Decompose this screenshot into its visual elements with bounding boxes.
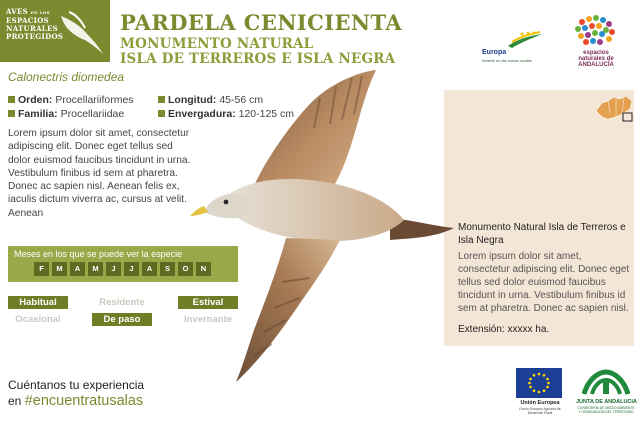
month-chip: N bbox=[196, 262, 211, 276]
status-estival: Estival bbox=[178, 296, 238, 309]
status-ocasional: Ocasional bbox=[15, 314, 61, 325]
junta-sub: CONSEJERÍA DE MEDIO AMBIENTE Y ORDENACIÓN DEL TERRITORIO bbox=[577, 406, 635, 414]
site-info-panel bbox=[444, 90, 634, 346]
months-strip bbox=[8, 246, 238, 282]
andalucia-map-icon bbox=[594, 93, 634, 123]
status-invernante: Invernante bbox=[183, 314, 233, 325]
page-title: PARDELA CENICIENTA bbox=[120, 10, 403, 35]
fact-familia: Familia: Procellariidae bbox=[8, 108, 124, 120]
junta-andalucia-logo bbox=[576, 366, 636, 420]
month-chip: O bbox=[178, 262, 193, 276]
month-chip: F bbox=[34, 262, 49, 276]
fact-longitud: Longitud: 45-56 cm bbox=[158, 94, 263, 106]
site-title: Monumento Natural Isla de Terreros e Isla Negra bbox=[458, 222, 626, 246]
shearwater-illustration bbox=[190, 68, 460, 384]
eu-sub: Fondo Europeo Agrícola de Desarrollo Rural bbox=[519, 407, 561, 415]
bullet-square-icon bbox=[8, 96, 15, 103]
europa-rural-logo bbox=[478, 30, 546, 66]
cta-prefix: en bbox=[8, 394, 25, 408]
month-chip: A bbox=[70, 262, 85, 276]
bird-silhouette-icon bbox=[57, 4, 107, 58]
espacios-dots-icon bbox=[562, 12, 628, 50]
eu-logo bbox=[514, 368, 564, 415]
experience-cta bbox=[8, 377, 144, 409]
badge-text: AVES EN LOS ESPACIOS NATURALES PROTEGIDOS bbox=[6, 7, 64, 41]
site-extension: Extensión: xxxxx ha. bbox=[458, 324, 550, 335]
month-chip: S bbox=[160, 262, 175, 276]
month-chip: M bbox=[52, 262, 67, 276]
junta-label: JUNTA DE ANDALUCIA bbox=[576, 399, 637, 405]
espacios-naturales-logo bbox=[562, 12, 628, 68]
espacios-label: espacios naturales de ANDALUCÍA bbox=[578, 50, 614, 68]
site-description: Lorem ipsum dolor sit amet, consectetur adipiscing elit. Donec eget tellus sed dolor euismod faucibus tincidunt in urna. Vestibulum finibus id sem at pharetra. Donec ac sapien nisl. bbox=[458, 251, 630, 314]
fact-envergadura: Envergadura: 120-125 cm bbox=[158, 108, 294, 120]
month-chip: J bbox=[106, 262, 121, 276]
europa-tagline: invierte en las zonas rurales bbox=[482, 58, 532, 63]
status-de-paso: De paso bbox=[92, 313, 152, 326]
status-habitual: Habitual bbox=[8, 296, 68, 309]
europa-label: Europa bbox=[482, 49, 507, 56]
junta-emblem-icon bbox=[576, 366, 636, 398]
eu-flag-icon bbox=[516, 368, 562, 398]
fact-orden: Orden: Procellariiformes bbox=[8, 94, 134, 106]
cta-line: Cuéntanos tu experiencia bbox=[8, 378, 145, 392]
bullet-square-icon bbox=[158, 96, 165, 103]
scientific-name: Calonectris diomedea bbox=[8, 70, 125, 84]
month-chip: J bbox=[124, 262, 139, 276]
eu-label: Unión Europea bbox=[520, 400, 560, 406]
month-chip: A bbox=[142, 262, 157, 276]
bullet-square-icon bbox=[158, 110, 165, 117]
months-title: Meses en los que se puede ver la especie bbox=[14, 249, 183, 259]
month-chip: M bbox=[88, 262, 103, 276]
europa-swoosh-icon bbox=[478, 30, 546, 50]
status-residente: Residente bbox=[99, 297, 145, 308]
hashtag-link[interactable]: #encuentratusalas bbox=[24, 393, 144, 409]
species-description: Lorem ipsum dolor sit amet, consectetur adipiscing elit. Donec eget tellus sed dolor euismod faucibus tincidunt in urna. Vestibulum finibus id sem at pharetra. Donec ac sapien nisl. Aenean felis ex, iaculis dictum viverra ac, cursus at velit. Aenean bbox=[8, 128, 191, 219]
bullet-square-icon bbox=[8, 110, 15, 117]
collection-badge bbox=[0, 0, 110, 62]
page-subtitle: MONUMENTO NATURAL ISLA DE TERREROS E ISLA NEGRA bbox=[120, 36, 396, 67]
